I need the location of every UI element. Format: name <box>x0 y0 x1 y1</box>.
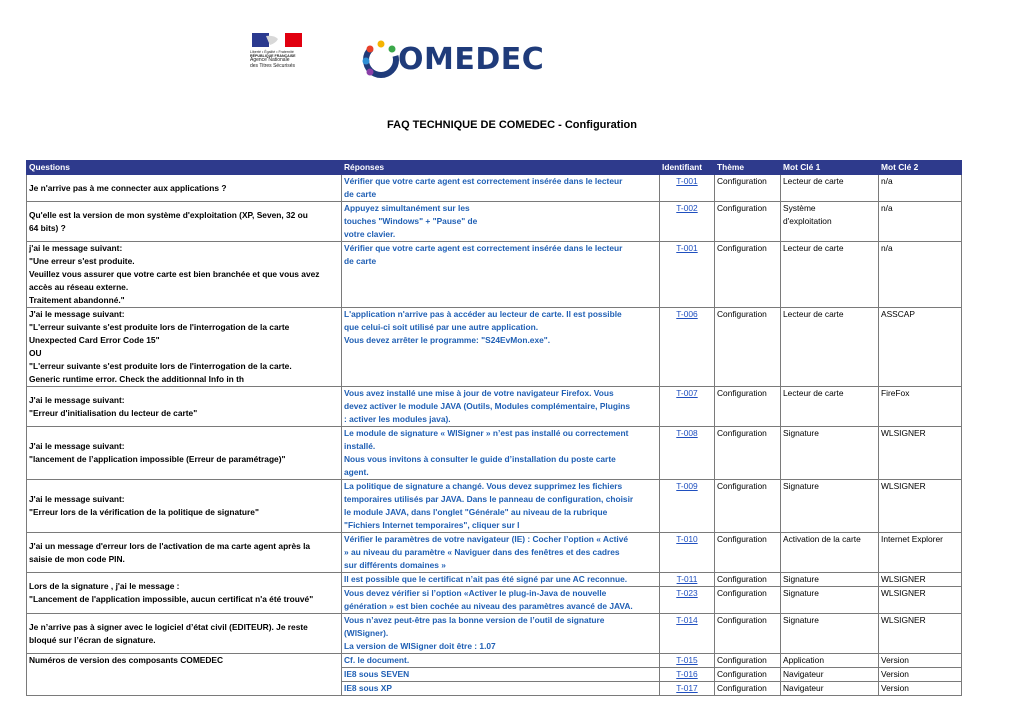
cell-line: La version de WlSigner doit être : 1.07 <box>344 641 496 651</box>
table-row <box>27 480 962 533</box>
header-theme: Thème <box>715 161 781 175</box>
identifiant-cell <box>660 654 715 668</box>
faq-table <box>26 160 962 696</box>
marianne-flag-icon <box>252 33 302 47</box>
cell-line: Generic runtime error. Check the additionnal Info in th <box>29 374 244 384</box>
cell-line: que celui-ci soit utilisé par une autre application. <box>344 322 539 332</box>
republique-francaise-logo <box>248 33 306 79</box>
theme-cell: Configuration <box>715 668 781 682</box>
identifiant-cell <box>660 427 715 480</box>
cell-line: bloqué sur l’écran de signature. <box>29 634 156 645</box>
question-cell <box>27 614 342 654</box>
cell-line: Il est possible que le certificat n’ait pas été signé par une AC reconnue. <box>344 574 628 584</box>
cell-line: Vérifier que votre carte agent est correctement insérée dans le lecteur <box>344 176 623 186</box>
cell-line: devez activer le module JAVA (Outils, Modules complémentaire, Plugins <box>344 401 631 411</box>
cell-line: Vous devez vérifier si l’option «Activer le plug-in-Java de nouvelle <box>344 588 607 598</box>
identifiant-link[interactable]: T-008 <box>676 428 698 438</box>
keyword2-cell: WLSIGNER <box>879 614 962 654</box>
cell-line: Je n’arrive pas à signer avec le logiciel d’état civil (EDITEUR). Je reste <box>29 621 308 632</box>
keyword1-cell <box>781 614 879 654</box>
cell-line: Qu'elle est la version de mon système d'exploitation (XP, Seven, 32 ou <box>29 209 308 220</box>
cell-line: » au niveau du paramètre « Naviguer dans des fenêtres et des cadres <box>344 547 620 557</box>
keyword1-cell <box>781 587 879 614</box>
cell-line: Signature <box>783 481 819 491</box>
identifiant-cell <box>660 480 715 533</box>
cell-line: : activer les modules java). <box>344 414 451 424</box>
page-title: FAQ TECHNIQUE DE COMEDEC - Configuration <box>387 119 637 131</box>
identifiant-link[interactable]: T-002 <box>676 203 698 213</box>
theme-cell: Configuration <box>715 614 781 654</box>
theme-cell: Configuration <box>715 587 781 614</box>
identifiant-cell <box>660 242 715 308</box>
cell-line: J'ai le message suivant: <box>29 494 125 504</box>
keyword1-cell <box>781 654 879 668</box>
cell-line: Je n'arrive pas à me connecter aux applications ? <box>29 182 227 193</box>
keyword2-cell: WLSIGNER <box>879 427 962 480</box>
question-cell <box>27 427 342 480</box>
cell-line: "L'erreur suivante s'est produite lors de l'interrogation de la carte. <box>29 361 292 371</box>
identifiant-cell <box>660 587 715 614</box>
cell-line: le module JAVA, dans l'onglet "Générale" au niveau de la rubrique <box>344 507 608 517</box>
keyword1-cell <box>781 308 879 387</box>
table-row <box>27 175 962 202</box>
cell-line: Navigateur <box>783 669 824 679</box>
cell-line: IE8 sous XP <box>344 683 392 693</box>
identifiant-link[interactable]: T-016 <box>676 669 698 679</box>
identifiant-link[interactable]: T-006 <box>676 309 698 319</box>
answer-cell <box>342 587 660 614</box>
cell-line: touches "Windows" + "Pause" de <box>344 216 478 226</box>
motto: Liberté • Égalité • Fraternité <box>250 50 294 54</box>
theme-cell: Configuration <box>715 654 781 668</box>
table-row <box>27 202 962 242</box>
table-row <box>27 242 962 308</box>
republique-text <box>250 50 296 69</box>
keyword1-cell <box>781 427 879 480</box>
table-header-row <box>27 161 962 175</box>
cell-line: Vérifier le paramètres de votre navigateur (IE) : Cocher l’option « Activé <box>344 534 629 544</box>
answer-cell <box>342 533 660 573</box>
cell-line: Lecteur de carte <box>783 176 844 186</box>
cell-line: Appuyez simultanément sur les <box>344 203 470 213</box>
theme-cell: Configuration <box>715 202 781 242</box>
question-cell <box>27 654 342 696</box>
republique-label: RÉPUBLIQUE FRANÇAISE <box>250 54 296 59</box>
cell-line: J'ai le message suivant: <box>29 441 125 451</box>
keyword2-cell: n/a <box>879 242 962 308</box>
theme-cell: Configuration <box>715 480 781 533</box>
cell-line: de carte <box>344 189 377 199</box>
keyword2-cell: Version <box>879 668 962 682</box>
keyword2-cell: Version <box>879 654 962 668</box>
cell-line: La politique de signature a changé. Vous devez supprimez les fichiers <box>344 481 623 491</box>
answer-cell <box>342 654 660 668</box>
identifiant-link[interactable]: T-001 <box>676 176 698 186</box>
keyword1-cell <box>781 175 879 202</box>
header-mot-cle-2: Mot Clé 2 <box>879 161 962 175</box>
cell-line: Système <box>783 203 816 213</box>
keyword1-cell <box>781 533 879 573</box>
header-questions: Questions <box>27 161 342 175</box>
keyword2-cell: WLSIGNER <box>879 587 962 614</box>
cell-line: Veuillez vous assurer que votre carte est bien branchée et que vous avez <box>29 269 320 279</box>
identifiant-cell <box>660 533 715 573</box>
cell-line: temporaires utilisés par JAVA. Dans le panneau de configuration, choisir <box>344 494 634 504</box>
cell-line: (WlSigner). <box>344 628 389 638</box>
cell-line: Vous avez installé une mise à jour de votre navigateur Firefox. Vous <box>344 388 614 398</box>
answer-cell <box>342 573 660 587</box>
cell-line: J'ai un message d'erreur lors de l'activation de ma carte agent après la <box>29 540 311 551</box>
keyword1-cell <box>781 668 879 682</box>
keyword1-cell <box>781 202 879 242</box>
theme-cell: Configuration <box>715 427 781 480</box>
cell-line: Vérifier que votre carte agent est correctement insérée dans le lecteur <box>344 243 623 253</box>
identifiant-link[interactable]: T-015 <box>676 655 698 665</box>
identifiant-cell <box>660 614 715 654</box>
cell-line: J'ai le message suivant: <box>29 394 125 405</box>
identifiant-link[interactable]: T-014 <box>676 615 698 625</box>
keyword2-cell: ASSCAP <box>879 308 962 387</box>
identifiant-link[interactable]: T-001 <box>676 243 698 253</box>
question-cell <box>27 242 342 308</box>
cell-line: Signature <box>783 615 819 625</box>
cell-line: votre clavier. <box>344 229 396 239</box>
cell-line: accès au réseau externe. <box>29 282 129 292</box>
cell-line: "Une erreur s'est produite. <box>29 256 135 266</box>
question-cell <box>27 175 342 202</box>
keyword2-cell: FireFox <box>879 387 962 427</box>
header-identifiant: Identifiant <box>660 161 715 175</box>
cell-line: "lancement de l’application impossible (Erreur de paramétrage)" <box>29 454 286 464</box>
cell-line: "Erreur d'initialisation du lecteur de carte" <box>29 407 198 418</box>
cell-line: "Fichiers Internet temporaires", cliquer sur l <box>344 520 520 530</box>
cell-line: d'exploitation <box>783 216 832 226</box>
table-body <box>27 175 962 696</box>
identifiant-cell <box>660 668 715 682</box>
cell-line: OU <box>29 348 42 358</box>
cell-line: j'ai le message suivant: <box>29 243 123 253</box>
header-reponses: Réponses <box>342 161 660 175</box>
table-row <box>27 308 962 387</box>
identifiant-link[interactable]: T-017 <box>676 683 698 693</box>
keyword2-cell: n/a <box>879 175 962 202</box>
keyword1-cell <box>781 682 879 696</box>
cell-line: "Lancement de l'application impossible, aucun certificat n'a été trouvé" <box>29 594 314 604</box>
keyword1-cell <box>781 387 879 427</box>
cell-line: Lors de la signature , j'ai le message : <box>29 581 180 591</box>
table-row <box>27 427 962 480</box>
theme-cell: Configuration <box>715 387 781 427</box>
identifiant-cell <box>660 202 715 242</box>
cell-line: génération » est bien cochée au niveau des paramètres avancé de JAVA. <box>344 601 633 611</box>
answer-cell <box>342 175 660 202</box>
question-cell <box>27 533 342 573</box>
theme-cell: Configuration <box>715 242 781 308</box>
table-row <box>27 387 962 427</box>
identifiant-cell <box>660 573 715 587</box>
cell-line: L'application n'arrive pas à accéder au lecteur de carte. Il est possible <box>344 309 622 319</box>
cell-line: J'ai le message suivant: <box>29 309 125 319</box>
keyword2-cell: Internet Explorer <box>879 533 962 573</box>
question-cell <box>27 308 342 387</box>
cell-line: agent. <box>344 467 369 477</box>
theme-cell: Configuration <box>715 308 781 387</box>
cell-line: Lecteur de carte <box>783 388 844 398</box>
cell-line: Signature <box>783 588 819 598</box>
comedec-ring-icon <box>362 40 400 80</box>
cell-line: Nous vous invitons à consulter le guide d’installation du poste carte <box>344 454 616 464</box>
comedec-logo <box>362 40 562 80</box>
cell-line: de carte <box>344 256 377 266</box>
cell-line: "L'erreur suivante s'est produite lors de l'interrogation de la carte <box>29 322 290 332</box>
table-row <box>27 573 962 587</box>
cell-line: Navigateur <box>783 683 824 693</box>
cell-line: saisie de mon code PIN. <box>29 553 125 564</box>
answer-cell <box>342 668 660 682</box>
header-mot-cle-1: Mot Clé 1 <box>781 161 879 175</box>
cell-line: 64 bits) ? <box>29 222 66 233</box>
identifiant-cell <box>660 175 715 202</box>
keyword2-cell: Version <box>879 682 962 696</box>
answer-cell <box>342 308 660 387</box>
theme-cell: Configuration <box>715 533 781 573</box>
theme-cell: Configuration <box>715 175 781 202</box>
answer-cell <box>342 427 660 480</box>
question-cell <box>27 480 342 533</box>
cell-line: IE8 sous SEVEN <box>344 669 410 679</box>
keyword1-cell <box>781 480 879 533</box>
theme-cell: Configuration <box>715 682 781 696</box>
table-row <box>27 654 962 668</box>
cell-line: Unexpected Card Error Code 15" <box>29 335 160 345</box>
cell-line: Cf. le document. <box>344 655 410 665</box>
table-row <box>27 533 962 573</box>
answer-cell <box>342 387 660 427</box>
answer-cell <box>342 480 660 533</box>
header-logos <box>0 0 1024 100</box>
cell-line: Lecteur de carte <box>783 243 844 253</box>
cell-line: Le module de signature « WlSigner » n’est pas installé ou correctement <box>344 428 629 438</box>
keyword1-cell <box>781 573 879 587</box>
identifiant-cell <box>660 682 715 696</box>
titres-label: des Titres Sécurisés <box>250 62 296 69</box>
agence-label: Agence Nationale <box>250 57 290 64</box>
cell-line: "Erreur lors de la vérification de la politique de signature" <box>29 507 259 517</box>
identifiant-link[interactable]: T-009 <box>676 481 698 491</box>
question-cell <box>27 387 342 427</box>
identifiant-link[interactable]: T-007 <box>676 388 698 398</box>
cell-line: Signature <box>783 574 819 584</box>
keyword1-cell <box>781 242 879 308</box>
keyword2-cell: WLSIGNER <box>879 480 962 533</box>
identifiant-link[interactable]: T-010 <box>676 534 698 544</box>
cell-line: Traitement abandonné." <box>29 295 125 305</box>
question-cell <box>27 202 342 242</box>
answer-cell <box>342 614 660 654</box>
keyword2-cell: n/a <box>879 202 962 242</box>
cell-line: Signature <box>783 428 819 438</box>
cell-line: Activation de la carte <box>783 534 861 544</box>
cell-line: installé. <box>344 441 376 451</box>
cell-line: Lecteur de carte <box>783 309 844 319</box>
cell-line: Vous devez arrêter le programme: "S24EvMon.exe". <box>344 335 551 345</box>
theme-cell: Configuration <box>715 573 781 587</box>
cell-line: Numéros de version des composants COMEDEC <box>29 655 224 665</box>
keyword2-cell: WLSIGNER <box>879 573 962 587</box>
identifiant-cell <box>660 387 715 427</box>
cell-line: sur différents domaines » <box>344 560 446 570</box>
cell-line: Application <box>783 655 824 665</box>
comedec-wordmark: OMEDEC <box>398 42 545 77</box>
answer-cell <box>342 202 660 242</box>
answer-cell <box>342 682 660 696</box>
answer-cell <box>342 242 660 308</box>
cell-line: Vous n’avez peut-être pas la bonne version de l’outil de signature <box>344 615 605 625</box>
identifiant-link[interactable]: T-011 <box>676 574 698 584</box>
identifiant-cell <box>660 308 715 387</box>
question-cell <box>27 573 342 614</box>
identifiant-link[interactable]: T-023 <box>676 588 698 598</box>
table-row <box>27 614 962 654</box>
